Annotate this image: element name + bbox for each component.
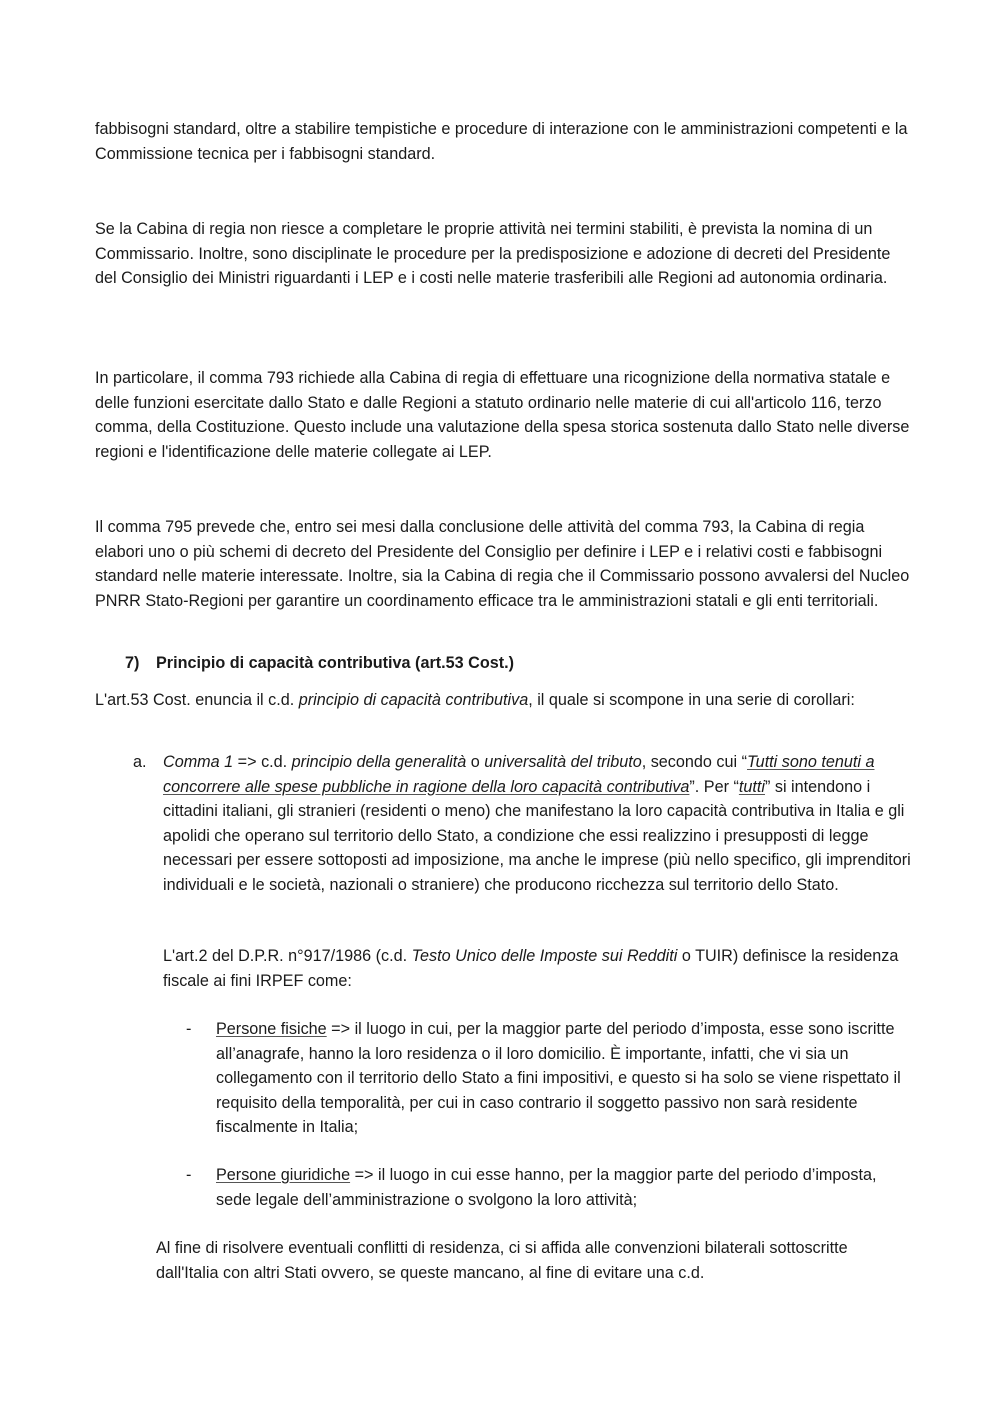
paragraph-commissario: Se la Cabina di regia non riesce a completare le proprie attività nei termini stabiliti, è prevista la nomina di un Commissario. Inoltre, sono disciplinate le procedure per la predisposizione e adozione di decreti del Presidente del Consiglio dei Ministri riguardanti i LEP e i costi nelle materie trasferibili alle Regioni ad autonomia ordinaria. bbox=[95, 220, 891, 287]
text-run: o bbox=[466, 753, 485, 771]
paragraph-tuir bbox=[163, 944, 908, 993]
persone-fisiche-text: => il luogo in cui, per la maggior parte del periodo d’imposta, esse sono iscritte all’anagrafe, hanno la loro residenza o il loro domicilio. È importante, infatti, che vi sia un collegamento con il territorio dello Stato a fini impositivi, e questo si ha solo se viene rispettato il requisito della temporalità, per cui in caso contrario il soggetto passivo non sarà residente fiscalmente in Italia; bbox=[216, 1020, 901, 1136]
tuir-text: L'art.2 del D.P.R. n°917/1986 (c.d. bbox=[163, 947, 412, 965]
tuir-italic: Testo Unico delle Imposte sui Redditi bbox=[411, 947, 678, 965]
persone-giuridiche-label: Persone giuridiche bbox=[216, 1166, 351, 1184]
paragraph-comma-793: In particolare, il comma 793 richiede alla Cabina di regia di effettuare una ricognizione della normativa statale e delle funzioni esercitate dallo Stato e dalle Regioni a statuto ordinario nelle materie di cui all'articolo 116, terzo comma, della Costituzione. Questo include una valutazione della spesa storica sostenuta dallo Stato nelle diverse regioni e l'identificazione delle materie collegate ai LEP. bbox=[95, 369, 910, 461]
intro-text: L'art.53 Cost. enuncia il c.d. bbox=[95, 691, 299, 709]
article-quote: Tutti sono tenuti a concorrere alle spese pubbliche in ragione della loro capacità contributiva bbox=[163, 753, 875, 796]
persone-fisiche-label: Persone fisiche bbox=[216, 1020, 327, 1038]
dash-item-persone-giuridiche bbox=[186, 1163, 910, 1212]
section-number: 7) bbox=[125, 654, 140, 672]
intro-italic: principio di capacità contributiva bbox=[298, 691, 529, 709]
tuir-text-end: o TUIR) definisce la residenza fiscale ai fini IRPEF come: bbox=[163, 947, 899, 990]
text-run: => c.d. bbox=[233, 753, 292, 771]
list-item-a bbox=[133, 750, 913, 897]
dash-item-persone-fisiche bbox=[186, 1017, 910, 1140]
list-item-text bbox=[163, 750, 913, 897]
section-heading bbox=[125, 651, 905, 676]
paragraph-intro bbox=[95, 688, 910, 713]
comma-label: Comma 1 bbox=[163, 753, 234, 771]
dash-item-text bbox=[216, 1017, 910, 1140]
paragraph-conflitti: Al fine di risolvere eventuali conflitti di residenza, ci si affida alle convenzioni bilaterali sottoscritte dall'Italia con altri Stati ovvero, se queste mancano, al fine di evitare una c.d. bbox=[156, 1239, 848, 1282]
generalita-term: principio della generalità bbox=[291, 753, 467, 771]
persone-giuridiche-text: => il luogo in cui esse hanno, per la maggior parte del periodo d’imposta, sede legale dell’amministrazione o svolgono la loro attività; bbox=[216, 1166, 877, 1209]
tutti-term: tutti bbox=[738, 777, 765, 796]
text-run: ” si intendono i cittadini italiani, gli stranieri (residenti o meno) che manifestano la loro capacità contributiva in Italia e gli apolidi che operano sul territorio dello Stato, a condizione che essi realizzino i presupposti di legge necessari per essere sottoposti ad imposizione, ma anche le imprese (più nello specifico, gli imprenditori individuali e le società, nazionali o straniere) che producono ricchezza sul territorio dello Stato. bbox=[163, 777, 911, 894]
section-title: Principio di capacità contributiva (art.53 Cost.) bbox=[156, 654, 514, 672]
text-run: ”. Per “ bbox=[689, 777, 739, 796]
dash-marker: - bbox=[186, 1020, 192, 1038]
dash-marker: - bbox=[186, 1166, 192, 1184]
universalita-term: universalità del tributo bbox=[484, 753, 642, 771]
dash-item-text bbox=[216, 1163, 910, 1212]
paragraph-fabbisogni: fabbisogni standard, oltre a stabilire tempistiche e procedure di interazione con le amministrazioni competenti e la Commissione tecnica per i fabbisogni standard. bbox=[95, 120, 908, 163]
list-marker: a. bbox=[133, 753, 147, 771]
intro-text-end: , il quale si scompone in una serie di corollari: bbox=[528, 691, 855, 709]
text-run: , secondo cui “ bbox=[641, 753, 747, 771]
paragraph-comma-795: Il comma 795 prevede che, entro sei mesi dalla conclusione delle attività del comma 793, la Cabina di regia elabori uno o più schemi di decreto del Presidente del Consiglio per definire i LEP e i relativi costi e fabbisogni standard nelle materie interessate. Inoltre, sia la Cabina di regia che il Commissario possono avvalersi del Nucleo PNRR Stato-Regioni per garantire un coordinamento efficace tra le amministrazioni statali e gli enti territoriali. bbox=[95, 518, 910, 610]
